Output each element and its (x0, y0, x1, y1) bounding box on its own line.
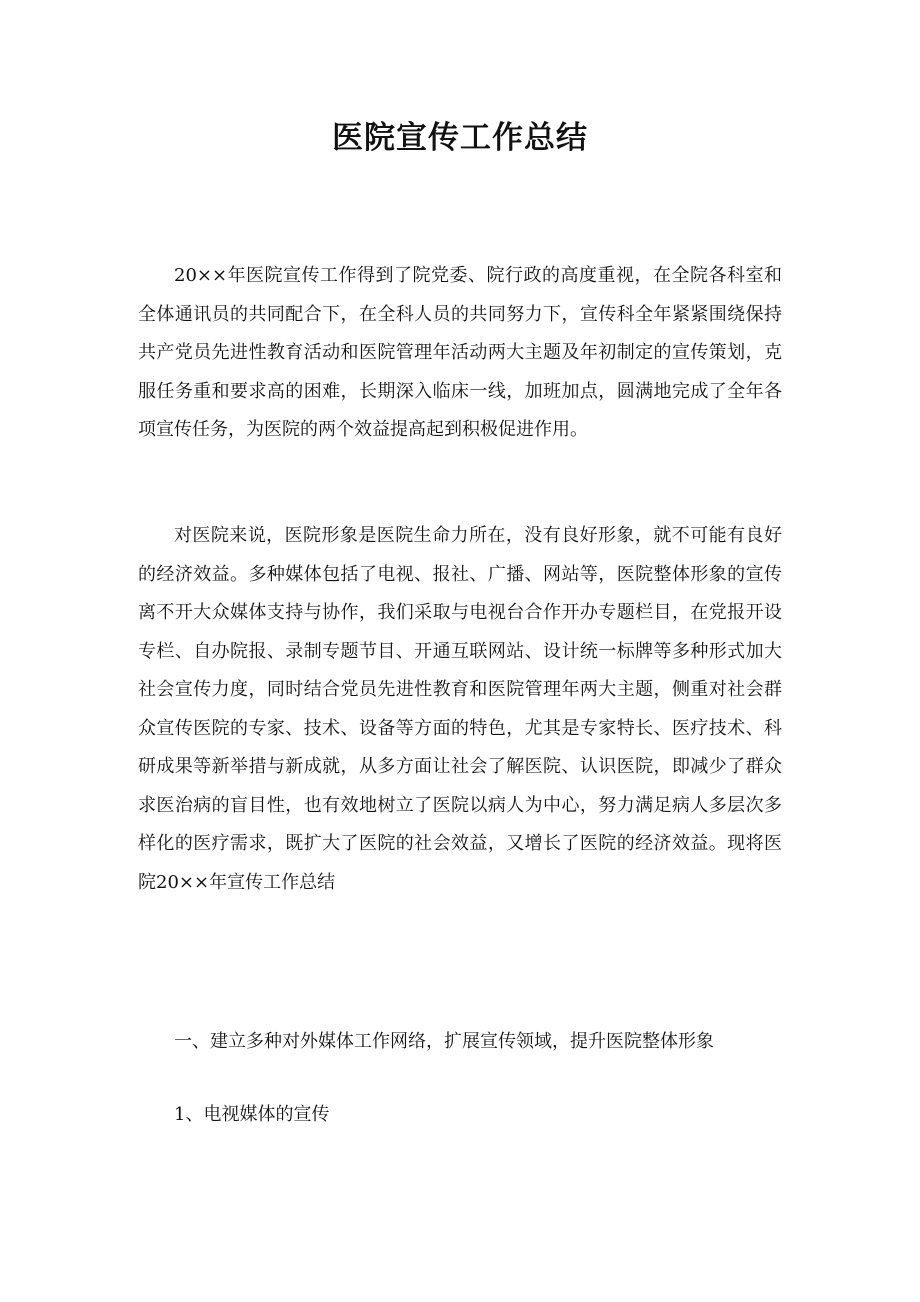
body-paragraph-1: 20××年医院宣传工作得到了院党委、院行政的高度重视，在全院各科室和全体通讯员的共同配合下，在全科人员的共同努力下，宣传科全年紧紧围绕保持共产党员先进性教育活动和医院管理年活动两大主题及年初制定的宣传策划，克服任务重和要求高的困难，长期深入临床一线，加班加点，圆满地完成了全年各项宣传任务，为医院的两个效益提高起到积极促进作用。 (138, 265, 782, 440)
subsection-heading: 1、电视媒体的宣传 (174, 1104, 330, 1125)
document-title: 医院宣传工作总结 (332, 120, 588, 156)
section-heading: 一、建立多种对外媒体工作网络，扩展宣传领域，提升医院整体形象 (174, 1031, 714, 1052)
body-paragraph-2: 对医院来说，医院形象是医院生命力所在，没有良好形象，就不可能有良好的经济效益。多种媒体包括了电视、报社、广播、网站等，医院整体形象的宣传离不开大众媒体支持与协作，我们采取与电视台合作开办专题栏目，在党报开设专栏、自办院报、录制专题节目、开通互联网站、设计统一标牌等多种形式加大社会宣传力度，同时结合党员先进性教育和医院管理年两大主题，侧重对社会群众宣传医院的专家、技术、设备等方面的特色，尤其是专家特长、医疗技术、科研成果等新举措与新成就，从多方面让社会了解医院、认识医院，即减少了群众求医治病的盲目性，也有效地树立了医院以病人为中心，努力满足病人多层次多样化的医疗需求，既扩大了医院的社会效益，又增长了医院的经济效益。现将医院20××年宣传工作总结 (138, 525, 782, 893)
